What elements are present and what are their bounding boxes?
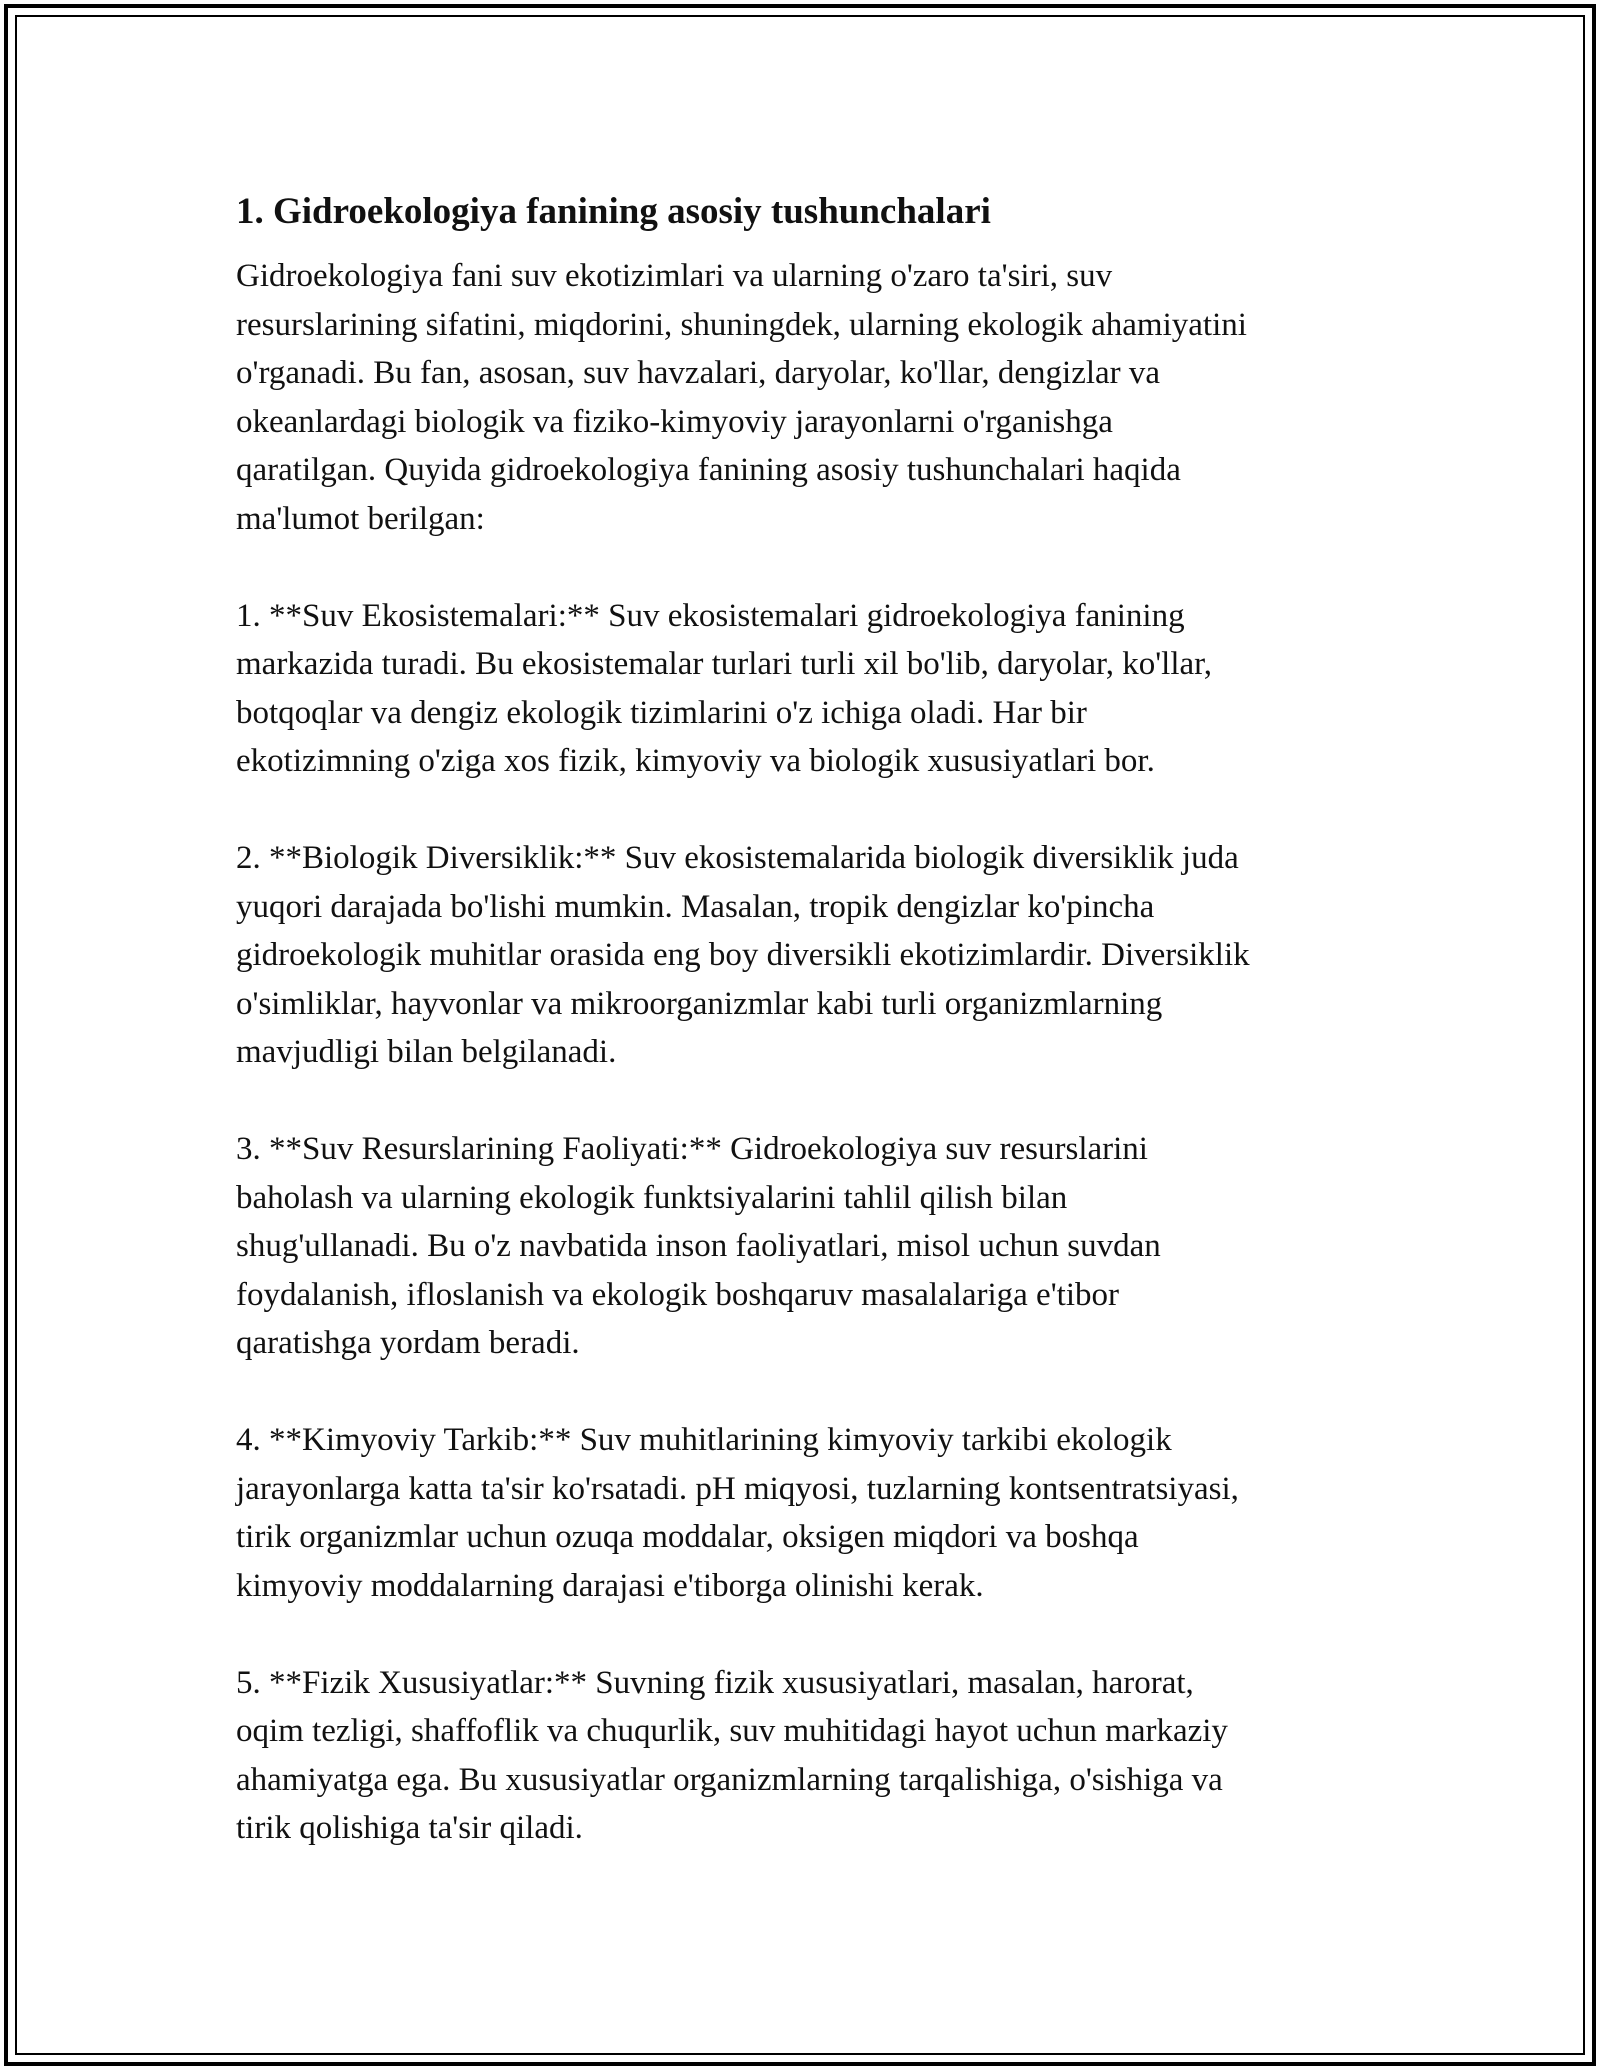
paragraph-spacer bbox=[236, 1077, 1376, 1126]
list-item-suv-resurslari: 3. **Suv Resurslarining Faoliyati:** Gidroekologiya suv resurslarini baholash va ularning ekologik funktsiyalarini tahlil qilish bilan shug'ullanadi. Bu o'z navbatida inson faoliyatlari, misol uchun suvdan foydalanish, ifloslanish va ekologik boshqaruv masalalariga e'tibor qaratishga yordam beradi. bbox=[236, 1131, 1161, 1361]
paragraph-spacer bbox=[236, 1368, 1376, 1417]
list-item-suv-ekosistemalari: 1. **Suv Ekosistemalari:** Suv ekosistemalari gidroekologiya fanining markazida turadi. Bu ekosistemalar turlari turli xil bo'lib, daryolar, ko'llar, botqoqlar va dengiz ekologik tizimlarini o'z ichiga oladi. Har bir ekotizimning o'ziga xos fizik, kimyoviy va biologik xususiyatlari bor. bbox=[236, 597, 1213, 779]
section-heading: 1. Gidroekologiya fanining asosiy tushunchalari bbox=[236, 191, 991, 232]
list-item-fizik-xususiyatlar: 5. **Fizik Xususiyatlar:** Suvning fizik xususiyatlari, masalan, harorat, oqim tezligi, shaffoflik va chuqurlik, suv muhitidagi hayot uchun markaziy ahamiyatga ega. Bu xususiyatlar organizmlarning tarqalishiga, o'sishiga va tirik qolishiga ta'sir qiladi. bbox=[236, 1664, 1228, 1846]
list-item-biologik-diversiklik: 2. **Biologik Diversiklik:** Suv ekosistemalarida biologik diversiklik juda yuqori darajada bo'lishi mumkin. Masalan, tropik dengizlar ko'pincha gidroekologik muhitlar orasida eng boy diversikli ekotizimlardir. Diversiklik o'simliklar, hayvonlar va mikroorganizmlar kabi turli organizmlarning mavjudligi bilan belgilanadi. bbox=[236, 840, 1250, 1070]
paragraph-spacer bbox=[236, 543, 1376, 592]
paragraph-spacer bbox=[236, 786, 1376, 835]
paragraph-spacer bbox=[236, 1610, 1376, 1659]
intro-paragraph: Gidroekologiya fani suv ekotizimlari va ularning o'zaro ta'siri, suv resurslarining sifatini, miqdorini, shuningdek, ularning ekologik ahamiyatini o'rganadi. Bu fan, asosan, suv havzalari, daryolar, ko'llar, dengizlar va okeanlardagi biologik va fiziko-kimyoviy jarayonlarni o'rganishga qaratilgan. Quyida gidroekologiya fanining asosiy tushunchalari haqida ma'lumot berilgan: bbox=[236, 258, 1247, 537]
document-body bbox=[236, 186, 1376, 1853]
list-item-kimyoviy-tarkib: 4. **Kimyoviy Tarkib:** Suv muhitlarining kimyoviy tarkibi ekologik jarayonlarga katta ta'sir ko'rsatadi. pH miqyosi, tuzlarning kontsentratsiyasi, tirik organizmlar uchun ozuqa moddalar, oksigen miqdori va boshqa kimyoviy moddalarning darajasi e'tiborga olinishi kerak. bbox=[236, 1422, 1239, 1604]
